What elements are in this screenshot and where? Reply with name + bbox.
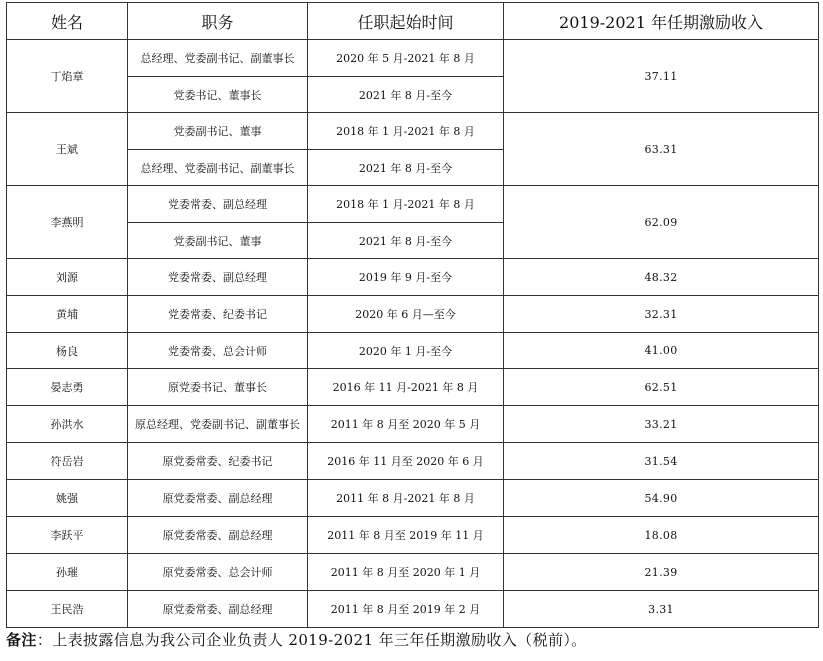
person-name: 黄埔 — [7, 296, 128, 333]
period-cell: 2011 年 8 月至 2020 年 1 月 — [308, 554, 504, 591]
position-cell: 总经理、党委副书记、副董事长 — [128, 40, 308, 77]
period-cell: 2018 年 1 月-2021 年 8 月 — [308, 186, 504, 223]
position-cell: 原党委常委、副总经理 — [128, 480, 308, 517]
table-row — [7, 296, 819, 333]
table-row — [7, 406, 819, 443]
position-cell: 党委常委、副总经理 — [128, 259, 308, 296]
period-cell: 2016 年 11 月至 2020 年 6 月 — [308, 443, 504, 480]
income-cell: 33.21 — [504, 406, 819, 443]
position-cell: 党委副书记、董事 — [128, 113, 308, 150]
table-row — [7, 40, 819, 77]
position-cell: 总经理、党委副书记、副董事长 — [128, 150, 308, 186]
period-cell: 2021 年 8 月-至今 — [308, 223, 504, 259]
position-cell: 原党委书记、董事长 — [128, 369, 308, 406]
person-name: 李跃平 — [7, 517, 128, 554]
header-position: 职务 — [128, 3, 308, 40]
person-name: 刘源 — [7, 259, 128, 296]
position-cell: 原党委常委、副总经理 — [128, 591, 308, 628]
footnote — [6, 629, 587, 650]
person-name: 晏志勇 — [7, 369, 128, 406]
income-cell: 62.09 — [504, 186, 819, 259]
person-name: 李燕明 — [7, 186, 128, 259]
person-name: 孙璀 — [7, 554, 128, 591]
table-row — [7, 591, 819, 628]
table-row — [7, 113, 819, 150]
person-name: 杨良 — [7, 333, 128, 369]
income-cell: 31.54 — [504, 443, 819, 480]
position-cell: 党委常委、纪委书记 — [128, 296, 308, 333]
income-cell: 3.31 — [504, 591, 819, 628]
period-cell: 2011 年 8 月至 2020 年 5 月 — [308, 406, 504, 443]
period-cell: 2011 年 8 月至 2019 年 11 月 — [308, 517, 504, 554]
person-name: 孙洪水 — [7, 406, 128, 443]
table-row — [7, 517, 819, 554]
person-name: 王斌 — [7, 113, 128, 186]
period-cell: 2011 年 8 月-2021 年 8 月 — [308, 480, 504, 517]
position-cell: 党委常委、副总经理 — [128, 186, 308, 223]
table-row — [7, 554, 819, 591]
table-row — [7, 480, 819, 517]
period-cell: 2018 年 1 月-2021 年 8 月 — [308, 113, 504, 150]
person-name: 姚强 — [7, 480, 128, 517]
person-name: 符岳岩 — [7, 443, 128, 480]
income-cell: 63.31 — [504, 113, 819, 186]
table-row — [7, 333, 819, 369]
period-cell: 2021 年 8 月-至今 — [308, 77, 504, 113]
period-cell: 2019 年 9 月-至今 — [308, 259, 504, 296]
position-cell: 原总经理、党委副书记、副董事长 — [128, 406, 308, 443]
income-cell: 37.11 — [504, 40, 819, 113]
income-cell: 18.08 — [504, 517, 819, 554]
income-cell: 62.51 — [504, 369, 819, 406]
table-row — [7, 186, 819, 223]
position-cell: 原党委常委、总会计师 — [128, 554, 308, 591]
table-row — [7, 369, 819, 406]
header-income: 2019-2021 年任期激励收入 — [504, 3, 819, 40]
person-name: 王民浩 — [7, 591, 128, 628]
period-cell: 2011 年 8 月至 2019 年 2 月 — [308, 591, 504, 628]
income-cell: 21.39 — [504, 554, 819, 591]
header-name: 姓名 — [7, 3, 128, 40]
period-cell: 2020 年 6 月—至今 — [308, 296, 504, 333]
period-cell: 2021 年 8 月-至今 — [308, 150, 504, 186]
header-start-time: 任职起始时间 — [308, 3, 504, 40]
position-cell: 党委常委、总会计师 — [128, 333, 308, 369]
header-row — [7, 3, 819, 40]
footnote-text: ：上表披露信息为我公司企业负责人 2019-2021 年三年任期激励收入（税前）。 — [36, 631, 587, 649]
position-cell: 原党委常委、纪委书记 — [128, 443, 308, 480]
period-cell: 2020 年 1 月-至今 — [308, 333, 504, 369]
table-row — [7, 443, 819, 480]
income-cell: 32.31 — [504, 296, 819, 333]
period-cell: 2016 年 11 月-2021 年 8 月 — [308, 369, 504, 406]
position-cell: 党委书记、董事长 — [128, 77, 308, 113]
income-cell: 41.00 — [504, 333, 819, 369]
income-cell: 48.32 — [504, 259, 819, 296]
position-cell: 党委副书记、董事 — [128, 223, 308, 259]
period-cell: 2020 年 5 月-2021 年 8 月 — [308, 40, 504, 77]
footnote-label: 备注 — [6, 631, 37, 649]
compensation-table — [6, 2, 819, 628]
income-cell: 54.90 — [504, 480, 819, 517]
person-name: 丁焰章 — [7, 40, 128, 113]
table-row — [7, 259, 819, 296]
position-cell: 原党委常委、副总经理 — [128, 517, 308, 554]
